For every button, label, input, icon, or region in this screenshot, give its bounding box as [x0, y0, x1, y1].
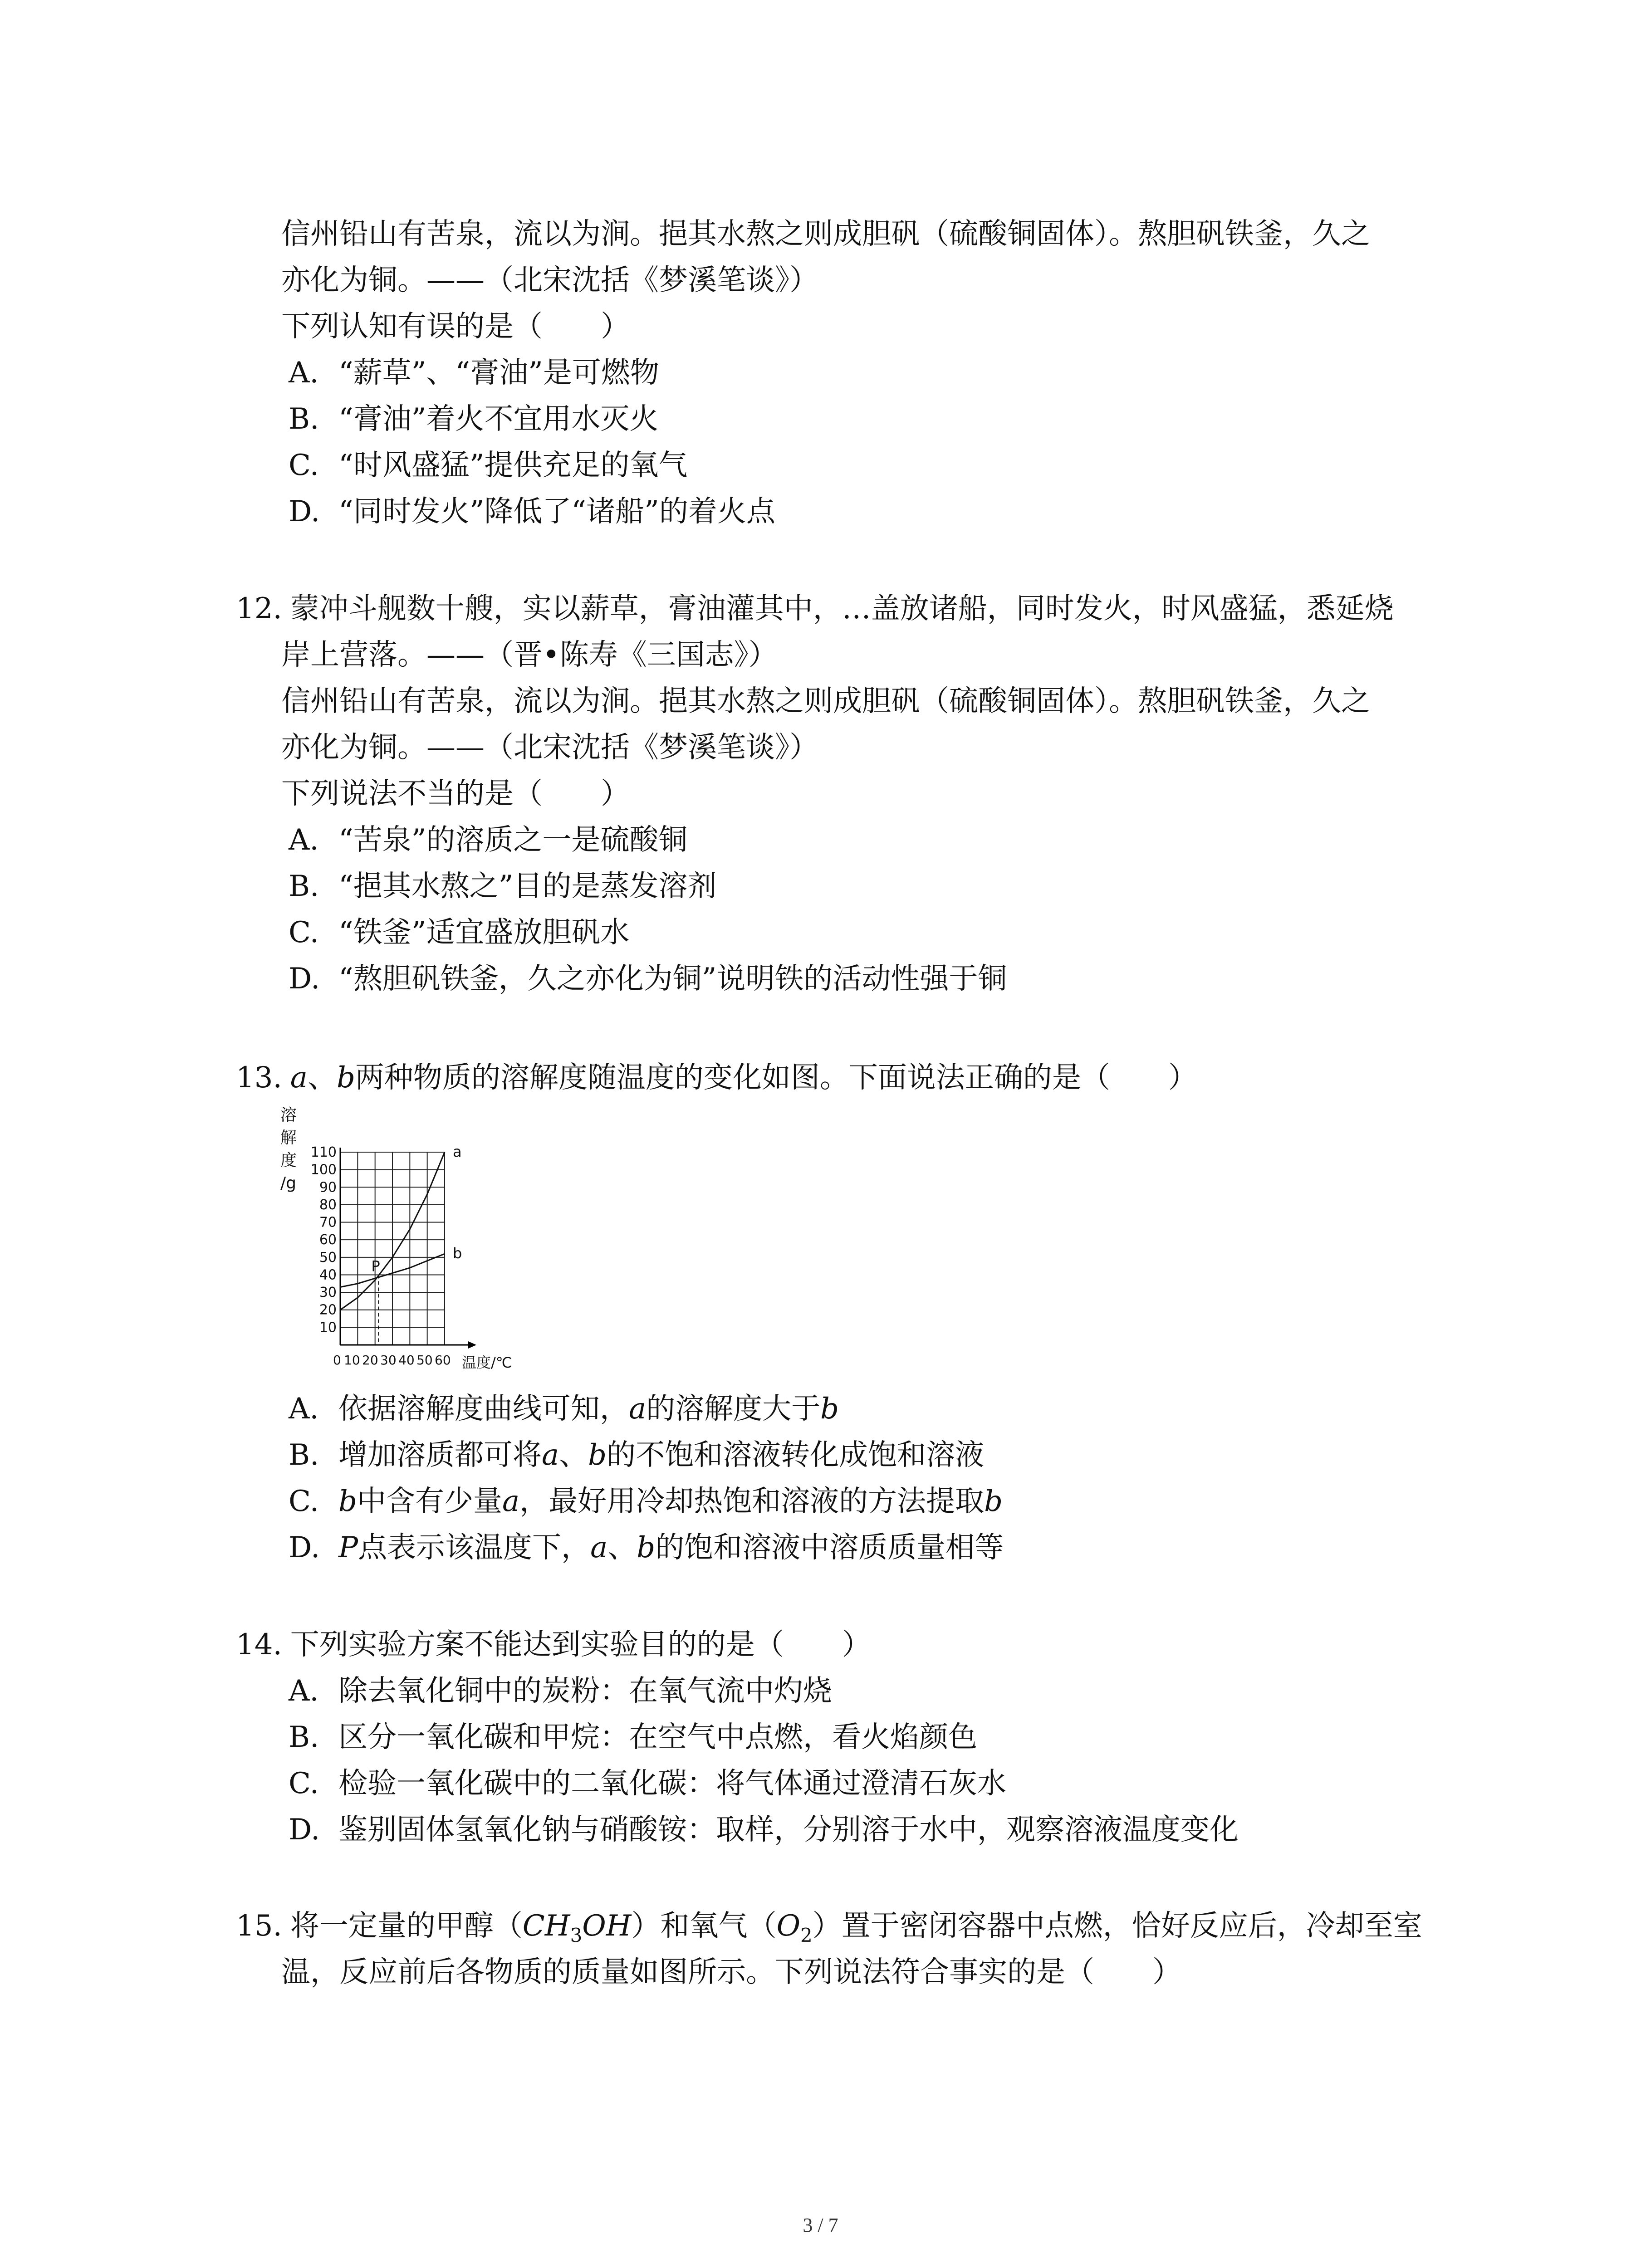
q14-option-c: C. 检验一氧化碳中的二氧化碳：将气体通过澄清石灰水	[289, 1767, 1006, 1800]
q11-text-line-1: 信州铅山有苦泉，流以为涧。挹其水熬之则成胆矾（硫酸铜固体）。熬胆矾铁釜，久之	[281, 217, 1370, 251]
q14-option-b: B. 区分一氧化碳和甲烷：在空气中点燃，看火焰颜色	[289, 1721, 977, 1754]
q11-option-c: C. “时风盛猛”提供充足的氧气	[289, 449, 688, 482]
q12-line-1: 12. 蒙冲斗舰数十艘，实以薪草，膏油灌其中，…盖放诸船，同时发火，时风盛猛，悉延烧	[236, 592, 1394, 626]
x-tick-label: 50	[416, 1353, 433, 1368]
q11-prompt: 下列认知有误的是（ ）	[281, 310, 630, 343]
solubility-chart	[277, 1102, 544, 1393]
y-tick-label: 90	[319, 1179, 337, 1196]
q12-prompt: 下列说法不当的是（ ）	[281, 777, 630, 811]
x-tick-label: 40	[398, 1353, 415, 1368]
y-axis-label: 解	[280, 1129, 297, 1147]
q13-stem: 13. a、b两种物质的溶解度随温度的变化如图。下面说法正确的是（ ）	[236, 1061, 1197, 1095]
q15-number: 15.	[236, 1909, 282, 1943]
q13-option-a: A. 依据溶解度曲线可知，a的溶解度大于b	[289, 1392, 839, 1426]
y-tick-label: 100	[310, 1162, 337, 1178]
q14-option-a: A. 除去氧化铜中的炭粉：在氧气流中灼烧	[289, 1674, 832, 1708]
page-number: 3 / 7	[803, 2214, 838, 2236]
y-axis-label: /g	[280, 1174, 296, 1193]
q13-option-d: D. P点表示该温度下，a、b的饱和溶液中溶质质量相等	[289, 1531, 1004, 1564]
y-tick-label: 60	[319, 1232, 337, 1248]
y-tick-label: 20	[319, 1302, 337, 1318]
y-tick-label: 10	[319, 1320, 337, 1336]
series-label-a: a	[453, 1143, 462, 1160]
q12-option-c: C. “铁釜”适宜盛放胆矾水	[289, 916, 630, 949]
q11-option-a: A. “薪草”、“膏油”是可燃物	[289, 356, 659, 390]
x-tick-label: 10	[344, 1353, 360, 1368]
q14-option-d: D. 鉴别固体氢氧化钠与硝酸铵：取样，分别溶于水中，观察溶液温度变化	[289, 1813, 1239, 1847]
q13-option-b: B. 增加溶质都可将a、b的不饱和溶液转化成饱和溶液	[289, 1438, 985, 1472]
q11-text-line-2: 亦化为铜。——（北宋沈括《梦溪笔谈》）	[281, 264, 818, 297]
y-axis-label: 溶	[280, 1106, 297, 1124]
q13-option-c: C. b中含有少量a，最好用冷却热饱和溶液的方法提取b	[289, 1485, 1003, 1518]
q11-option-d: D. “同时发火”降低了“诸船”的着火点	[289, 495, 775, 528]
y-axis-label: 度	[280, 1151, 297, 1170]
q15-line-1: 15. 将一定量的甲醇$(CH_3OH)$和氧气$(O_2)$置于密闭容器中点燃，恰好反应后，冷却至室	[236, 1909, 1422, 1946]
y-tick-label: 30	[319, 1285, 337, 1301]
q12-line-2: 岸上营落。——（晋•陈寿《三国志》）	[281, 638, 778, 672]
y-tick-label: 80	[319, 1197, 337, 1213]
point-p-label: P	[371, 1257, 380, 1275]
x-axis-label: 温度/℃	[462, 1354, 512, 1371]
q15-line-2: 温，反应前后各物质的质量如图所示。下列说法符合事实的是（ ）	[281, 1955, 1181, 1989]
x-tick-label: 0	[333, 1353, 341, 1368]
y-tick-label: 110	[310, 1144, 337, 1160]
q14-number: 14.	[236, 1628, 282, 1662]
y-tick-label: 40	[319, 1267, 337, 1283]
q14-stem: 14. 下列实验方案不能达到实验目的的是（ ）	[236, 1628, 871, 1662]
q12-line-3: 信州铅山有苦泉，流以为涧。挹其水熬之则成胆矾（硫酸铜固体）。熬胆矾铁釜，久之	[281, 684, 1370, 718]
q12-option-b: B. “挹其水熬之”目的是蒸发溶剂	[289, 870, 717, 903]
q12-option-d: D. “熬胆矾铁釜，久之亦化为铜”说明铁的活动性强于铜	[289, 962, 1007, 996]
q12-option-a: A. “苦泉”的溶质之一是硫酸铜	[289, 823, 688, 857]
y-tick-label: 50	[319, 1249, 337, 1266]
x-tick-label: 30	[380, 1353, 397, 1368]
q11-option-b: B. “膏油”着火不宜用水灭火	[289, 402, 659, 436]
q12-line-4: 亦化为铜。——（北宋沈括《梦溪笔谈》）	[281, 731, 818, 764]
x-tick-label: 20	[362, 1353, 378, 1368]
x-axis-arrow	[468, 1341, 476, 1349]
series-label-b: b	[453, 1245, 462, 1262]
q12-number: 12.	[236, 592, 282, 626]
x-tick-label: 60	[435, 1353, 451, 1368]
q13-number: 13.	[236, 1061, 282, 1095]
y-tick-label: 70	[319, 1214, 337, 1231]
